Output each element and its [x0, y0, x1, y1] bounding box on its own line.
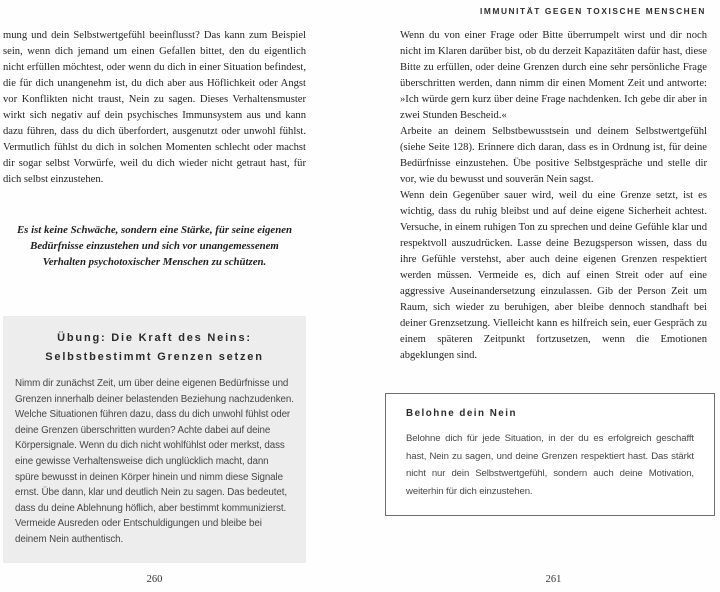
info-box	[385, 393, 715, 516]
exercise-box-body: Nimm dir zunächst Zeit, um über deine eigenen Bedürfnisse und Grenzen innerhalb deiner belastenden Beziehung nachzudenken. Welche Situationen führen dazu, dass du dich unwohl fühlst oder deine Grenzen überschritten wurden? Achte dabei auf deine Körpersignale. Wenn du dich nicht wohlfühlst oder merkst, dass eine gewisse Verhaltensweise dich unglücklich macht, dann spüre bewusst in deinen Körper hinein und nimm diese Signale ernst. Übe dann, klar und deutlich Nein zu sagen. Das bedeutet, dass du deine Ablehnung höflich, aber bestimmt kommunizierst. Vermeide Ausreden oder Entschuldigungen und bleibe bei deinem Nein authentisch.	[15, 378, 294, 545]
right-paragraph-3: Wenn dein Gegenüber sauer wird, weil du eine Grenze setzt, ist es wichtig, dass du ruhig bleibst und auf deine eigene Sicherheit achtest. Versuche, in einem ruhigen Ton zu sprechen und deine Gefühle klar und respektvoll auszudrücken. Lasse deine Bezugsperson wissen, dass du ihre Gefühle verstehst, aber auch deine eigenen Grenzen respektiert werden müssen. Vermeide es, dich auf einen Streit oder auf eine aggressive Auseinandersetzung einzulassen. Gib der Person Zeit um Raum, sich wieder zu beruhigen, aber bleibe dennoch standhaft bei deiner Grenzsetzung. Vielleicht kann es hilfreich sein, euer Gespräch zu einem späteren Zeitpunkt fortzusetzen, wenn die Emotionen abgeklungen sind.	[400, 190, 707, 361]
right-body-text	[400, 28, 707, 364]
exercise-title-line-1: Übung: Die Kraft des Neins:	[57, 332, 252, 344]
page-number-right: 261	[545, 574, 562, 585]
pull-quote: Es ist keine Schwäche, sondern eine Stärke, für seine eigenen Bedürfnisse einzustehen und sich vor unangemessenem Verhalten psychotoxischer Menschen zu schützen.	[16, 224, 293, 268]
info-box-title: Belohne dein Nein	[406, 408, 517, 419]
exercise-title-line-2: Selbstbestimmt Grenzen setzen	[45, 351, 264, 363]
page-right	[400, 0, 707, 592]
info-box-body: Belohne dich für jede Situation, in der du es erfolgreich geschafft hast, Nein zu sagen, und deine Grenzen respektiert hast. Das stärkt nicht nur dein Selbstwertgefühl, sondern auch deine Motivation, weiterhin für dich einzustehen.	[406, 433, 694, 497]
right-paragraph-1: Wenn du von einer Frage oder Bitte überrumpelt wirst und dir noch nicht im Klaren darüber bist, ob du derzeit Kapazitäten dafür hast, diese Bitte zu erfüllen, oder deine Grenzen durch eine sehr persönliche Frage überschritten werden, dann nimm dir einen Moment Zeit und antworte: »Ich würde gern kurz über deine Frage nachdenken. Ich gebe dir aber in zwei Stunden Bescheid.«	[400, 30, 707, 121]
exercise-box	[3, 316, 306, 563]
left-body-paragraph: mung und dein Selbstwertgefühl beeinflusst? Das kann zum Beispiel sein, wenn dich jemand um einen Gefallen bittet, den du eigentlich nicht erfüllen möchtest, oder wenn du dich in einer Situation befindest, die für dich unangenehm ist, du dich aber aus Höflichkeit oder Angst vor Konflikten nicht traust, Nein zu sagen. Dieses Verhaltensmuster wirkt sich negativ auf dein psychisches Immunsystem aus und kann dazu führen, dass du dich überfordert, ausgenutzt oder unwohl fühlst. Vermutlich fühlst du dich in solchen Momenten schlecht oder machst dir sogar selbst Vorwürfe, weil du dich wieder nicht getraut hast, für dich selbst einzustehen.	[3, 30, 306, 185]
page-number-left: 260	[146, 574, 163, 585]
page-left	[3, 0, 306, 592]
running-header: IMMUNITÄT GEGEN TOXISCHE MENSCHEN	[480, 6, 706, 16]
exercise-box-title	[15, 329, 294, 367]
right-paragraph-2: Arbeite an deinem Selbstbewusstsein und deinem Selbstwertgefühl (siehe Seite 128). Erinnere dich daran, dass es in Ordnung ist, für deine Bedürfnisse einzustehen. Übe positive Selbstgespräche und stelle dir vor, wie du bewusst und souverän Nein sagst.	[400, 126, 707, 185]
